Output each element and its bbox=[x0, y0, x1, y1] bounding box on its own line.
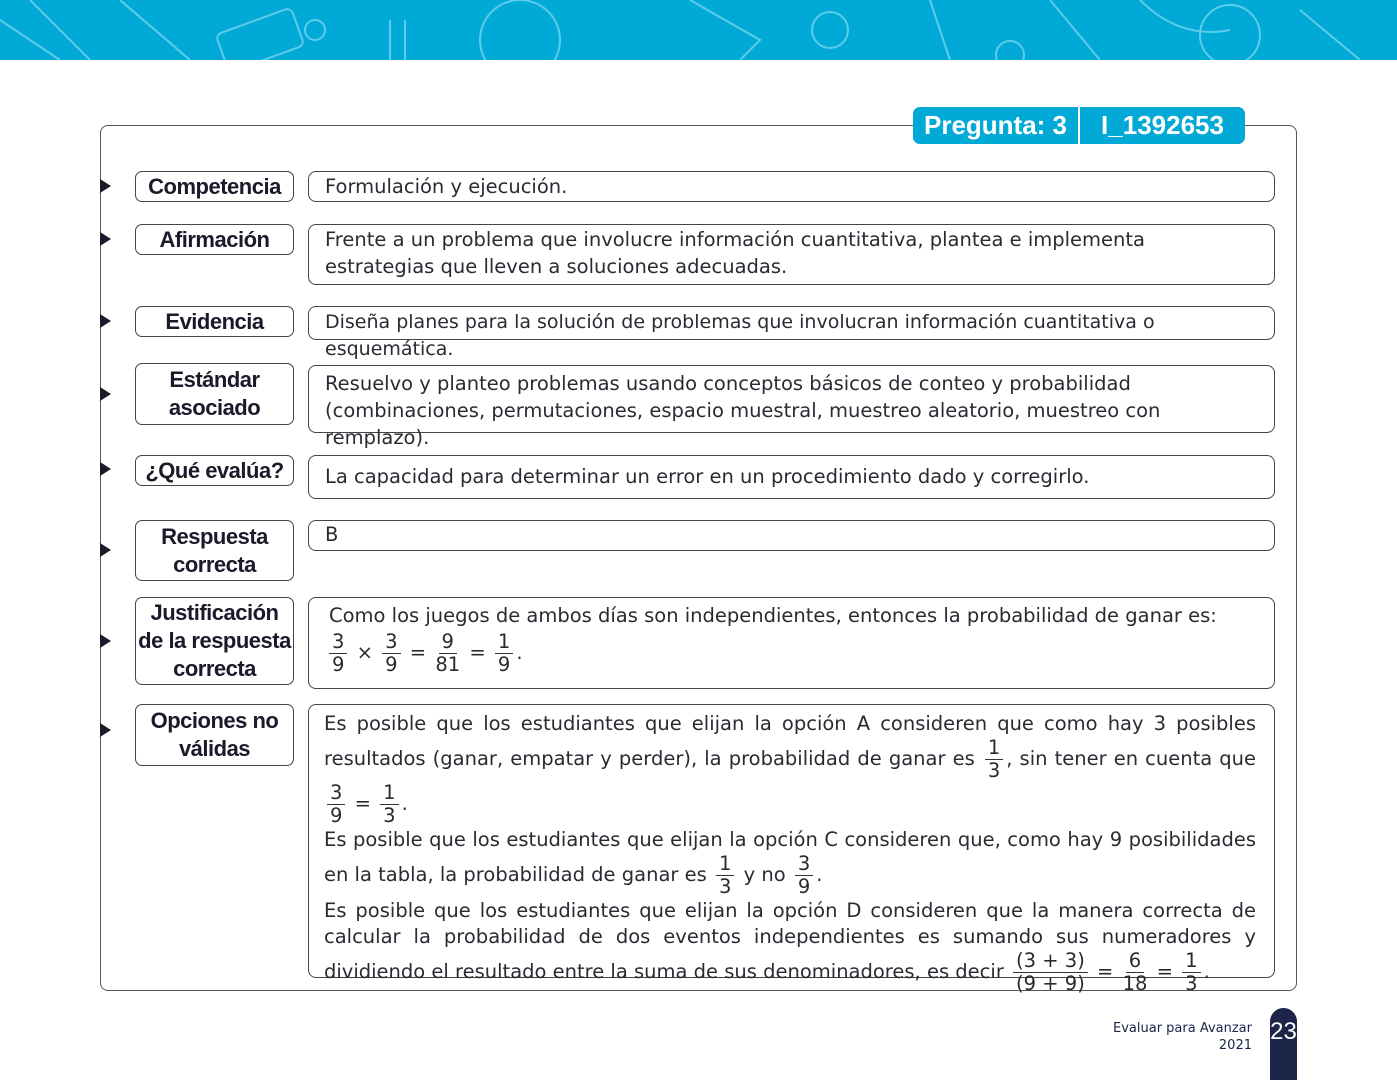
justificacion-formula: $\frac{3}{9}$ × $\frac{3}{9}$ = $\frac{9}{81}$ = $\frac{1}{9}$ . bbox=[329, 631, 1254, 676]
bullet-arrow-icon bbox=[100, 232, 111, 246]
bullet-arrow-icon bbox=[100, 723, 111, 737]
bullet-arrow-icon bbox=[100, 179, 111, 193]
option-c-explanation: Es posible que los estudiantes que elijan la opción C consideren que, como hay 9 posibilidades en la tabla, la probabilidad de ganar es $\frac{1}{3}$ y no $\frac{3}{9}$ . bbox=[324, 828, 1256, 898]
label-respuesta-correcta: Respuesta correcta bbox=[135, 520, 294, 581]
fraction: $\frac{1}{3}$ bbox=[716, 853, 734, 898]
label-competencia: Competencia bbox=[135, 171, 294, 202]
fraction: $\frac{1}{3}$ bbox=[380, 782, 398, 827]
label-opciones-no-validas: Opciones no válidas bbox=[135, 704, 294, 766]
evidencia-value: Diseña planes para la solución de problemas que involucran información cuantitativa o esquemática. bbox=[308, 306, 1275, 340]
que-evalua-value: La capacidad para determinar un error en un procedimiento dado y corregirlo. bbox=[308, 455, 1275, 499]
fraction: $\frac{3}{9}$ bbox=[329, 631, 347, 676]
bullet-arrow-icon bbox=[100, 387, 111, 401]
justificacion-value bbox=[308, 597, 1275, 689]
fraction: $\frac{3}{9}$ bbox=[795, 853, 813, 898]
fraction: $\frac{3}{9}$ bbox=[327, 782, 345, 827]
fraction: $\frac{1}{3}$ bbox=[1182, 950, 1200, 995]
label-justificacion: Justificación de la respuesta correcta bbox=[135, 597, 294, 685]
bullet-arrow-icon bbox=[100, 314, 111, 328]
operator: = bbox=[469, 641, 486, 664]
fraction: $\frac{(3 + 3)}{(9 + 9)}$ bbox=[1013, 950, 1088, 995]
school-doodles-pattern bbox=[0, 0, 1397, 60]
label-evidencia: Evidencia bbox=[135, 306, 294, 337]
fraction: $\frac{1}{3}$ bbox=[985, 737, 1003, 782]
bullet-arrow-icon bbox=[100, 543, 111, 557]
fraction: $\frac{1}{9}$ bbox=[495, 631, 513, 676]
opciones-no-validas-value bbox=[308, 704, 1275, 995]
option-a-explanation: Es posible que los estudiantes que elijan la opción A consideren que como hay 3 posibles resultados (ganar, empatar y perder), la probabilidad de ganar es $\frac{1}{3}$ , sin tener en cuenta que $\frac{3}{9}$ = $\frac{1}{3}$ . bbox=[324, 712, 1257, 827]
justificacion-text: Como los juegos de ambos días son independientes, entonces la probabilidad de ganar es: bbox=[329, 604, 1217, 627]
item-code: I_1392653 bbox=[1101, 110, 1224, 140]
page-number: 23 bbox=[1270, 1008, 1297, 1080]
question-tag bbox=[913, 107, 1245, 144]
fraction: $\frac{6}{18}$ bbox=[1122, 949, 1148, 995]
bullet-arrow-icon bbox=[100, 462, 111, 476]
footer-year: 2021 bbox=[1218, 1038, 1252, 1053]
afirmacion-value: Frente a un problema que involucre información cuantitativa, plantea e implementa estrategias que lleven a soluciones adecuadas. bbox=[308, 224, 1275, 285]
footer-title: Evaluar para Avanzar bbox=[1113, 1021, 1252, 1036]
question-number: Pregunta: 3 bbox=[923, 110, 1068, 140]
option-d-explanation: Es posible que los estudiantes que elijan la opción D consideren que la manera correcta de calcular la probabilidad de dos eventos independientes es sumando sus numeradores y dividiendo el resultado entre la suma de sus denominadores, es decir $\frac{(3 + 3)}{(9 + 9)}$ = $\frac{6}{18}$ = $\frac{1}{3}$ . bbox=[324, 899, 1256, 995]
fraction: $\frac{9}{81}$ bbox=[435, 630, 461, 676]
footer-publication bbox=[1113, 1020, 1252, 1054]
estandar-value: Resuelvo y planteo problemas usando conceptos básicos de conteo y probabilidad (combinaciones, permutaciones, espacio muestral, muestreo aleatorio, muestreo con remplazo). bbox=[308, 365, 1275, 433]
fraction: $\frac{3}{9}$ bbox=[382, 631, 400, 676]
operator: = bbox=[409, 641, 427, 664]
label-estandar: Estándar asociado bbox=[135, 363, 294, 425]
label-que-evalua: ¿Qué evalúa? bbox=[135, 455, 294, 486]
operator: × bbox=[356, 641, 373, 664]
respuesta-value: B bbox=[308, 520, 1275, 551]
header-banner bbox=[0, 0, 1397, 60]
label-afirmacion: Afirmación bbox=[135, 224, 294, 255]
competencia-value: Formulación y ejecución. bbox=[308, 171, 1275, 202]
bullet-arrow-icon bbox=[100, 634, 111, 648]
